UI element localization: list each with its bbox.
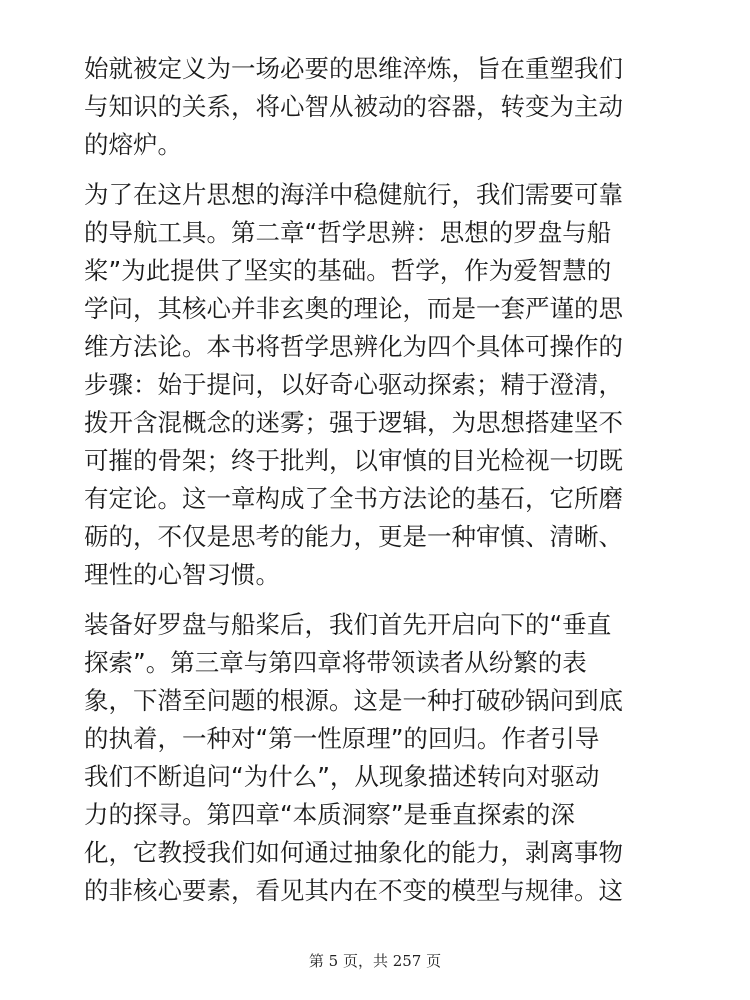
- text-line: 化，它教授我们如何通过抽象化的能力，剥离事物: [84, 838, 623, 867]
- text-line: 探索”。第三章与第四章将带领读者从纷繁的表: [84, 648, 587, 677]
- paragraph-2: [84, 176, 684, 594]
- text-line: 为了在这片思想的海洋中稳健航行，我们需要可靠: [84, 180, 623, 209]
- text-line: 的熔炉。: [84, 130, 182, 159]
- text-line: 象，下潜至问题的根源。这是一种打破砂锅问到底: [84, 686, 623, 715]
- text-line: 有定论。这一章构成了全书方法论的基石，它所磨: [84, 484, 623, 513]
- document-body: [84, 50, 684, 922]
- text-line: 理性的心智习惯。: [84, 560, 280, 589]
- text-line: 维方法论。本书将哲学思辨化为四个具体可操作的: [84, 332, 623, 361]
- text-line: 的导航工具。第二章“哲学思辨：思想的罗盘与船: [84, 218, 612, 247]
- text-line: 装备好罗盘与船桨后，我们首先开启向下的“垂直: [84, 610, 612, 639]
- text-line: 的非核心要素，看见其内在不变的模型与规律。这: [84, 876, 623, 905]
- text-line: 的执着，一种对“第一性原理”的回归。作者引导: [84, 724, 600, 753]
- paragraph-3: [84, 606, 684, 910]
- text-line: 步骤：始于提问，以好奇心驱动探索；精于澄清，: [84, 370, 623, 399]
- text-line: 始就被定义为一场必要的思维淬炼，旨在重塑我们: [84, 54, 623, 83]
- text-line: 力的探寻。第四章“本质洞察”是垂直探索的深: [84, 800, 575, 829]
- text-line: 可摧的骨架；终于批判，以审慎的目光检视一切既: [84, 446, 623, 475]
- text-line: 与知识的关系，将心智从被动的容器，转变为主动: [84, 92, 623, 121]
- text-line: 桨”为此提供了坚实的基础。哲学，作为爱智慧的: [84, 256, 612, 285]
- text-line: 我们不断追问“为什么”，从现象描述转向对驱动: [84, 762, 600, 791]
- text-line: 砺的，不仅是思考的能力，更是一种审慎、清晰、: [84, 522, 623, 551]
- paragraph-1: [84, 50, 684, 164]
- text-line: 拨开含混概念的迷雾；强于逻辑，为思想搭建坚不: [84, 408, 623, 437]
- page-number-footer: 第 5 页，共 257 页: [308, 952, 442, 970]
- text-line: 学问，其核心并非玄奥的理论，而是一套严谨的思: [84, 294, 623, 323]
